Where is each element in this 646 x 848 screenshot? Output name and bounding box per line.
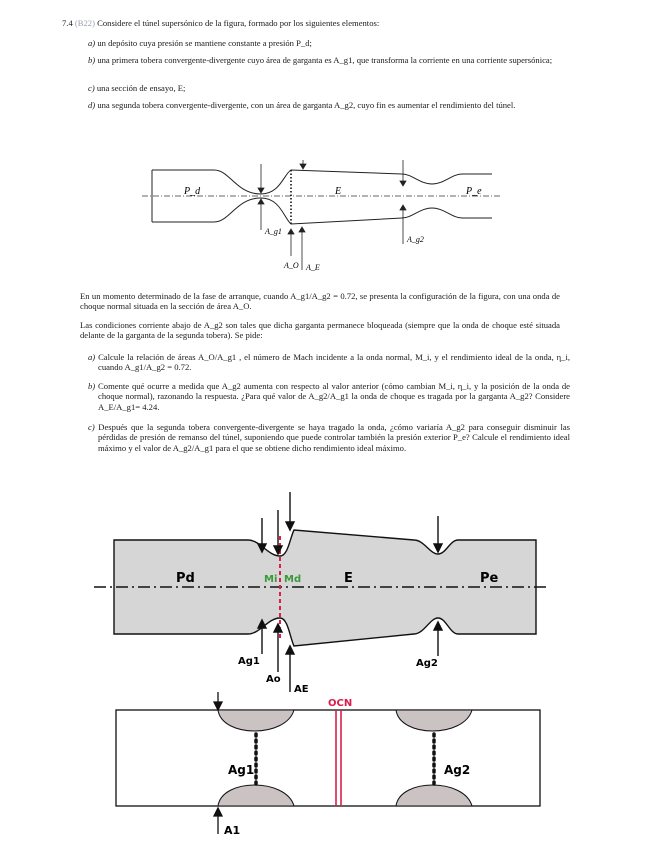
question-text: Después que la segunda tobera convergente-divergente se haya tragado la onda, ¿cómo variaría A_g2 para conseguir disminuir las pérdidas de presión de remanso del túnel, suponiendo que puede controlar también la presión exterior P_e? Calcule el rendimiento ideal máximo y el valor de A_g2/A_g1 para el que se obtiene dicho rendimiento ideal máximo. — [98, 422, 570, 453]
element-text: una sección de ensayo, E; — [96, 83, 186, 93]
question-b: b) Comente qué ocurre a medida que A_g2 aumenta con respecto al valor anterior (cómo cambian M_i, η_i, y la posición de la onda de choque normal), razonando la respuesta. ¿Para qué valor de A_g2/A_g1 la onda de choque es tragada por la garganta A_g2? Considere A_E/A_g1= 4.24. — [88, 381, 570, 412]
question-text: Calcule la relación de áreas A_O/A_g1 , el número de Mach incidente a la onda normal, M_i, y el rendimiento ideal de la onda, η_i, cuando A_g1/A_g2 = 0.72. — [98, 352, 570, 373]
para-1: En un momento determinado de la fase de arranque, cuando A_g1/A_g2 = 0.72, se presenta la configuración de la figura, con una onda de choque normal situada en la sección de área A_O. — [80, 291, 560, 312]
element-item-d: d) una segunda tobera convergente-divergente, con un área de garganta A_g2, cuyo fin es aumentar el rendimiento del túnel. — [88, 100, 516, 110]
label-pd: P_d — [184, 186, 201, 197]
sketch2-a1: A1 — [224, 824, 241, 837]
sketch-mi: Mi — [264, 574, 278, 585]
label-pe: P_e — [466, 186, 482, 197]
label-ae: A_E — [306, 263, 320, 272]
bump-bottom-1 — [218, 785, 294, 806]
sketch-ag1: Ag1 — [238, 656, 260, 667]
element-item-a: a) un depósito cuya presión se mantiene constante a presión P_d; — [88, 38, 312, 48]
bump-top-1 — [218, 710, 294, 731]
sketch-tunnel — [90, 488, 550, 698]
sketch-pe: Pe — [480, 571, 499, 586]
label-ag2: A_g2 — [407, 235, 424, 244]
sketch-e: E — [344, 571, 353, 586]
sketch-channel — [114, 530, 536, 646]
sketch2-ocn: OCN — [328, 698, 353, 709]
bump-top-2 — [396, 710, 472, 731]
label-ao: A_O — [284, 261, 299, 270]
problem-number: 7.4 — [62, 18, 73, 28]
label-e: E — [335, 186, 342, 197]
problem-header — [62, 18, 582, 28]
sketch2-ag2: Ag2 — [444, 763, 471, 777]
sketch-throats — [90, 690, 550, 840]
sketch-md: Md — [284, 574, 302, 585]
element-text: una primera tobera convergente-divergente cuyo área de garganta es A_g1, que transforma la corriente en una corriente supersónica; — [97, 55, 553, 65]
element-text: un depósito cuya presión se mantiene constante a presión P_d; — [97, 38, 312, 48]
element-item-b: b) una primera tobera convergente-divergente cuyo área de garganta es A_g1, que transforma la corriente en una corriente supersónica; — [88, 55, 553, 65]
problem-ref: (B22) — [74, 18, 95, 28]
para-2: Las condiciones corriente abajo de A_g2 son tales que dicha garganta permanece bloqueada (siempre que la onda de choque esté situada delante de la garganta de la segunda tobera). Se pide: — [80, 320, 560, 341]
question-text: Comente qué ocurre a medida que A_g2 aumenta con respecto al valor anterior (cómo cambian M_i, η_i, y la posición de la onda de choque normal), razonando la respuesta. ¿Para qué valor de A_g2/A_g1 la onda de choque es tragada por la garganta A_g2? Considere A_E/A_g1= 4.24. — [98, 381, 570, 412]
question-c: c) Después que la segunda tobera convergente-divergente se haya tragado la onda, ¿cómo variaría A_g2 para conseguir disminuir las pérdidas de presión de remanso del túnel, suponiendo que puede controlar también la presión exterior P_e? Calcule el rendimiento ideal máximo y el valor de A_g2/A_g1 para el que se obtiene dicho rendimiento ideal máximo. — [88, 422, 570, 453]
sketch-pd: Pd — [176, 571, 195, 586]
sketch-ao: Ao — [266, 674, 281, 685]
sketch-ag2: Ag2 — [416, 658, 438, 669]
problem-intro: Considere el túnel supersónico de la figura, formado por los siguientes elementos: — [97, 18, 380, 28]
question-a: a) Calcule la relación de áreas A_O/A_g1 , el número de Mach incidente a la onda normal, M_i, y el rendimiento ideal de la onda, η_i, cuando A_g1/A_g2 = 0.72. — [88, 352, 570, 373]
label-ag1: A_g1 — [265, 227, 282, 236]
sketch2-channel — [116, 710, 540, 806]
bump-bottom-2 — [396, 785, 472, 806]
element-item-c: c) una sección de ensayo, E; — [88, 83, 186, 93]
tunnel-figure — [140, 160, 506, 276]
sketch-ae: AE — [294, 684, 309, 695]
sketch2-ag1: Ag1 — [228, 763, 255, 777]
element-text: una segunda tobera convergente-divergente, con un área de garganta A_g2, cuyo fin es aumentar el rendimiento del túnel. — [97, 100, 516, 110]
